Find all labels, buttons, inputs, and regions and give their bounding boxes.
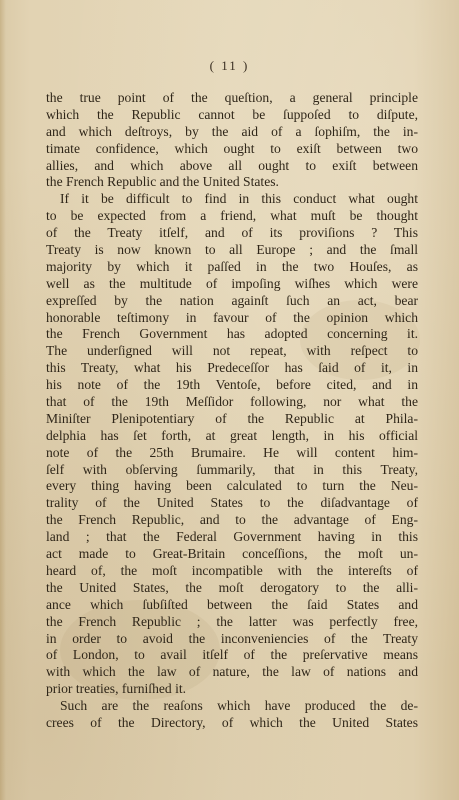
text-line: act made to Great-Britain conceſſions, the moſt un-: [46, 546, 418, 562]
text-line: the United States, the moſt derogatory to the alli-: [46, 579, 418, 595]
text-line: the French Republic ; the latter was perfectly free,: [46, 613, 418, 629]
text-line: majority by which it paſſed in the two Houſes, as: [46, 258, 418, 274]
text-line: crees of the Directory, of which the United States: [46, 714, 418, 730]
text-line: Miniſter Plenipotentiary of the Republic at Phila-: [46, 410, 418, 426]
text-line: ance which ſubſiſted between the ſaid States and: [46, 596, 418, 612]
text-line: trality of the United States to the diſadvantage of: [46, 495, 418, 511]
text-line: allies, and which above all ought to exiſt between: [46, 157, 418, 173]
text-line: timate confidence, which ought to exiſt between two: [46, 140, 418, 156]
body-text: [46, 90, 418, 732]
text-line: heard of, the moſt incompatible with the intereſts of: [46, 562, 418, 578]
text-line: expreſſed by the nation againſt ſuch an act, bear: [46, 292, 418, 308]
text-line: honorable teſtimony in favour of the opinion which: [46, 309, 418, 325]
text-line: of the Treaty itſelf, and of its proviſions ? This: [46, 225, 418, 241]
text-line: Such are the reaſons which have produced the de-: [60, 698, 418, 714]
text-line: which the Republic cannot be ſuppoſed to diſpute,: [46, 106, 418, 122]
text-line: note of the 25th Brumaire. He will content him-: [46, 444, 418, 460]
text-line: of London, to avail itſelf of the preſervative means: [46, 647, 418, 663]
text-line: ſelf with obſerving ſummarily, that in this Treaty,: [46, 461, 418, 477]
text-line: in order to avoid the inconveniencies of the Treaty: [46, 630, 418, 646]
page-number: ( 11 ): [209, 58, 250, 73]
text-line: that of the 19th Meſſidor following, nor what the: [46, 394, 418, 410]
text-line: every thing having been calculated to turn the Neu-: [46, 478, 418, 494]
text-line: and which deſtroys, by the aid of a ſophiſm, the in-: [46, 123, 418, 139]
text-line: his note of the 19th Ventoſe, before cited, and in: [46, 377, 418, 393]
text-line: the French Government has adopted concerning it.: [46, 326, 418, 342]
text-line: The underſigned will not repeat, with reſpect to: [46, 343, 418, 359]
text-line: land ; that the Federal Government having in this: [46, 529, 418, 545]
text-line: the French Republic and the United States.: [46, 174, 279, 190]
text-line: to be expected from a friend, what muſt be thought: [46, 208, 418, 224]
text-line: If it be difficult to find in this conduct what ought: [60, 191, 418, 207]
text-line: this Treaty, what his Predeceſſor has ſaid of it, in: [46, 360, 418, 376]
text-line: Treaty is now known to all Europe ; and the ſmall: [46, 242, 418, 258]
text-line: with which the law of nature, the law of nations and: [46, 664, 418, 680]
text-line: delphia has ſet forth, at great length, in his official: [46, 427, 418, 443]
text-line: well as the multitude of impoſing wiſhes which were: [46, 275, 418, 291]
text-line: prior treaties, furniſhed it.: [46, 681, 187, 697]
text-line: the French Republic, and to the advantage of Eng-: [46, 512, 418, 528]
text-line: the true point of the queſtion, a general principle: [46, 90, 418, 105]
